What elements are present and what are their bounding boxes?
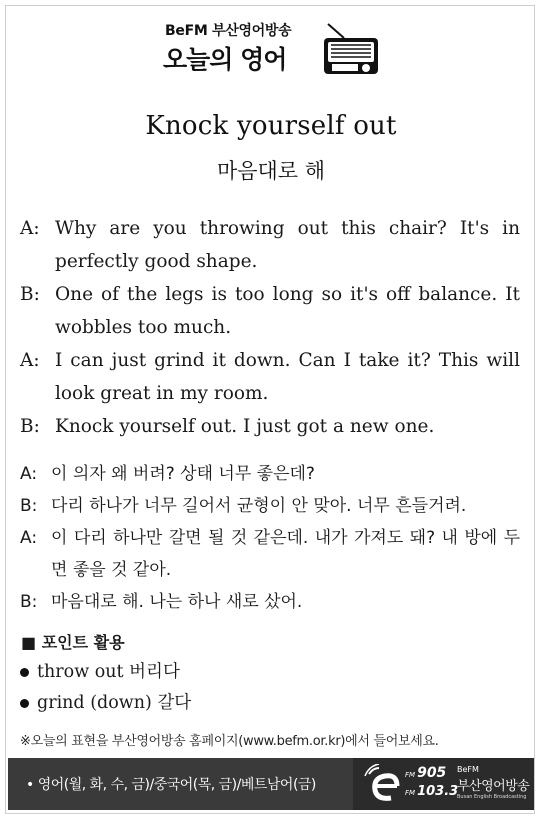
schedule-text: • 영어(월, 화, 수, 금)/중국어(목, 금)/베트남어(금) xyxy=(26,777,316,793)
point-text: throw out 버리다 xyxy=(37,662,180,682)
website-note: ※오늘의 표현을 부산영어방송 홈페이지(www.befm.or.kr)에서 들어보세요. xyxy=(20,734,439,749)
station-logo-block xyxy=(353,758,534,810)
dialogue-english xyxy=(20,212,520,443)
dialogue-line xyxy=(20,586,520,618)
point-item xyxy=(20,689,191,714)
dialogue-text: Knock yourself out. I just got a new one. xyxy=(55,416,435,437)
column-title: 오늘의 영어 xyxy=(163,45,287,74)
speaker-label: A: xyxy=(20,218,40,239)
station-name-english: Busan English Broadcasting xyxy=(457,794,527,800)
radio-icon xyxy=(322,22,380,76)
dialogue-line xyxy=(20,344,520,410)
dialogue-line xyxy=(20,410,520,443)
dialogue-line xyxy=(20,212,520,278)
dialogue-line xyxy=(20,490,520,522)
bullet-icon xyxy=(20,699,29,708)
frequency-sub xyxy=(405,784,458,799)
dialogue-text: 이 다리 하나만 갈면 될 것 같은데. 내가 가져도 돼? 내 방에 두면 좋을 것 같아. xyxy=(51,528,520,580)
speaker-label: A: xyxy=(20,528,38,548)
speaker-label: A: xyxy=(20,464,38,484)
point-text: grind (down) 갈다 xyxy=(37,693,192,713)
fm-label: FM xyxy=(405,789,416,797)
fm-label: FM xyxy=(405,771,416,779)
brand-label: BeFM 부산영어방송 xyxy=(165,23,292,39)
dialogue-korean xyxy=(20,458,520,618)
dialogue-text: 마음대로 해. 나는 하나 새로 샀어. xyxy=(51,592,303,612)
speaker-label: B: xyxy=(20,416,40,437)
speaker-label: B: xyxy=(20,592,38,612)
dialogue-line xyxy=(20,458,520,490)
speaker-label: B: xyxy=(20,496,38,516)
speaker-label: A: xyxy=(20,350,40,371)
dialogue-line xyxy=(20,278,520,344)
bullet-icon xyxy=(20,668,29,677)
point-item xyxy=(20,658,180,683)
dialogue-line xyxy=(20,522,520,586)
dialogue-text: I can just grind it down. Can I take it? This will look great in my room. xyxy=(55,350,520,404)
station-brand: BeFM xyxy=(457,765,479,774)
dialogue-text: Why are you throwing out this chair? It's in perfectly good shape. xyxy=(55,218,520,272)
expression-english: Knock yourself out xyxy=(145,111,397,141)
expression-korean: 마음대로 해 xyxy=(216,159,326,183)
speaker-label: B: xyxy=(20,284,40,305)
points-heading: ■ 포인트 활용 xyxy=(21,633,125,652)
station-name: 부산영어방송 xyxy=(457,779,530,794)
frequency-main-value: 905 xyxy=(417,765,447,781)
dialogue-text: 이 의자 왜 버려? 상태 너무 좋은데? xyxy=(51,464,315,484)
footer-bar xyxy=(8,758,534,810)
frequency-sub-value: 103.3 xyxy=(417,784,459,799)
frequency-main xyxy=(405,765,446,781)
dialogue-text: One of the legs is too long so it's off balance. It wobbles too much. xyxy=(55,284,520,338)
dialogue-text: 다리 하나가 너무 길어서 균형이 안 맞아. 너무 흔들거려. xyxy=(51,496,467,516)
befm-e-logo-icon xyxy=(363,764,409,804)
